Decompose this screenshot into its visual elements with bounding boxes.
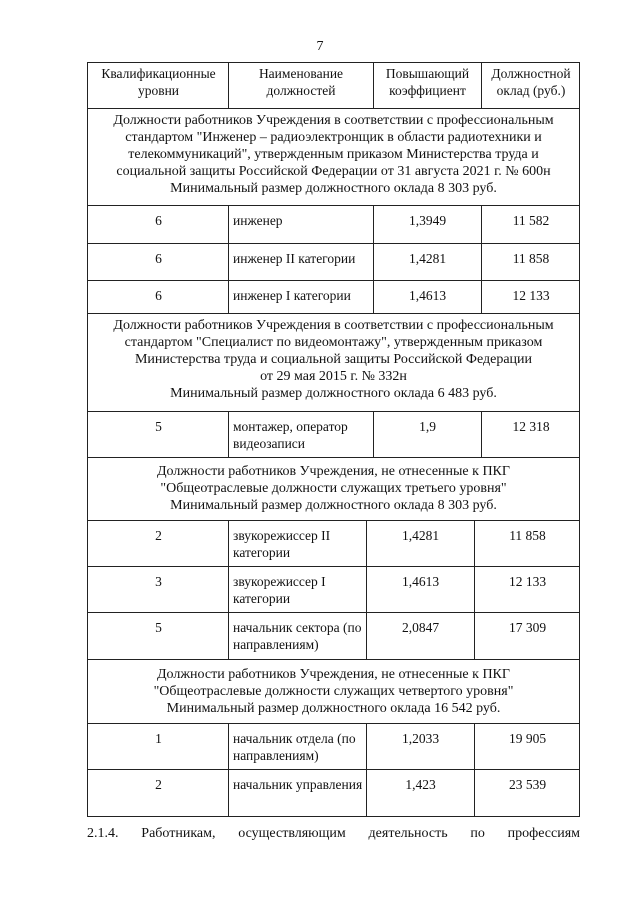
section-line: "Общеотраслевые должности служащих четвертого уровня" (153, 684, 514, 699)
position-name: инженер I категории (233, 288, 351, 303)
section-line: Должности работников Учреждения, не отнесенные к ПКГ (157, 667, 510, 682)
salary: 12 133 (508, 574, 547, 589)
table-header-row (87, 62, 580, 109)
position-name: монтажер, оператор видеозаписи (233, 419, 348, 451)
body-paragraph: 2.1.4. Работникам, осуществляющим деятельность по профессиям (87, 826, 580, 841)
salary: 11 582 (512, 213, 550, 228)
table-row (87, 205, 580, 244)
coefficient: 1,9 (419, 419, 436, 434)
qualification-level: 1 (155, 731, 162, 746)
coefficient: 2,0847 (401, 620, 440, 635)
table-row (87, 612, 580, 660)
coefficient: 1,4613 (401, 574, 440, 589)
coefficient: 1,423 (405, 777, 436, 792)
header-coefficient: Повышающий коэффициент (385, 66, 470, 98)
section-line: стандартом "Инженер – радиоэлектронщик в области радиотехники и (125, 130, 542, 145)
section-line: телекоммуникаций", утвержденным приказом Министерства труда и (128, 147, 539, 162)
section-line: Министерства труда и социальной защиты Российской Федерации (134, 352, 533, 367)
section-heading (87, 457, 580, 521)
qualification-level: 5 (155, 419, 162, 434)
salary: 11 858 (509, 528, 546, 543)
table-row (87, 280, 580, 314)
section-line: Должности работников Учреждения, не отнесенные к ПКГ (157, 464, 510, 479)
section-heading (87, 108, 580, 206)
position-name: звукорежиссер I категории (233, 574, 326, 606)
header-position-names: Наименование должностей (258, 66, 344, 98)
coefficient: 1,4281 (408, 251, 447, 266)
page-number: 7 (316, 39, 324, 54)
qualification-level: 6 (155, 288, 162, 303)
table-row (87, 520, 580, 567)
salary: 12 133 (512, 288, 550, 303)
coefficient: 1,3949 (408, 213, 447, 228)
qualification-level: 5 (155, 620, 162, 635)
salary: 19 905 (508, 731, 547, 746)
table-row (87, 723, 580, 770)
section-line: стандартом "Специалист по видеомонтажу", утвержденным приказом (124, 335, 543, 350)
qualification-level: 6 (155, 251, 162, 266)
section-heading (87, 313, 580, 412)
section-heading (87, 659, 580, 724)
table-row (87, 243, 580, 281)
section-line: Минимальный размер должностного оклада 8 303 руб. (170, 498, 497, 513)
section-line: Должности работников Учреждения в соответствии с профессиональным (113, 113, 554, 128)
position-name: инженер (233, 213, 283, 228)
header-salary: Должностной оклад (руб.) (491, 66, 571, 98)
coefficient: 1,4281 (401, 528, 440, 543)
coefficient: 1,4613 (408, 288, 447, 303)
qualification-level: 6 (155, 213, 162, 228)
salary: 17 309 (508, 620, 547, 635)
coefficient: 1,2033 (401, 731, 440, 746)
table-row (87, 411, 580, 458)
section-line: социальной защиты Российской Федерации от 31 августа 2021 г. № 600н (116, 164, 551, 179)
position-name: звукорежиссер II категории (233, 528, 331, 560)
position-name: начальник сектора (по направлениям) (233, 620, 362, 652)
section-line: "Общеотраслевые должности служащих третьего уровня" (160, 481, 507, 496)
table-row (87, 566, 580, 613)
section-line: Минимальный размер должностного оклада 8 303 руб. (170, 181, 497, 196)
table-row (87, 769, 580, 817)
header-qualification-levels: Квалификационные уровни (101, 66, 216, 98)
section-line: Минимальный размер должностного оклада 6 483 руб. (170, 386, 497, 401)
position-name: начальник отдела (по направлениям) (233, 731, 356, 763)
qualification-level: 3 (155, 574, 162, 589)
position-name: начальник управления (233, 777, 363, 792)
qualification-level: 2 (155, 528, 162, 543)
position-name: инженер II категории (233, 251, 356, 266)
section-line: от 29 мая 2015 г. № 332н (260, 369, 407, 384)
qualification-level: 2 (155, 777, 162, 792)
salary: 11 858 (512, 251, 550, 266)
section-line: Должности работников Учреждения в соответствии с профессиональным (113, 318, 554, 333)
salary: 23 539 (508, 777, 547, 792)
section-line: Минимальный размер должностного оклада 16 542 руб. (166, 701, 501, 716)
salary: 12 318 (512, 419, 550, 434)
